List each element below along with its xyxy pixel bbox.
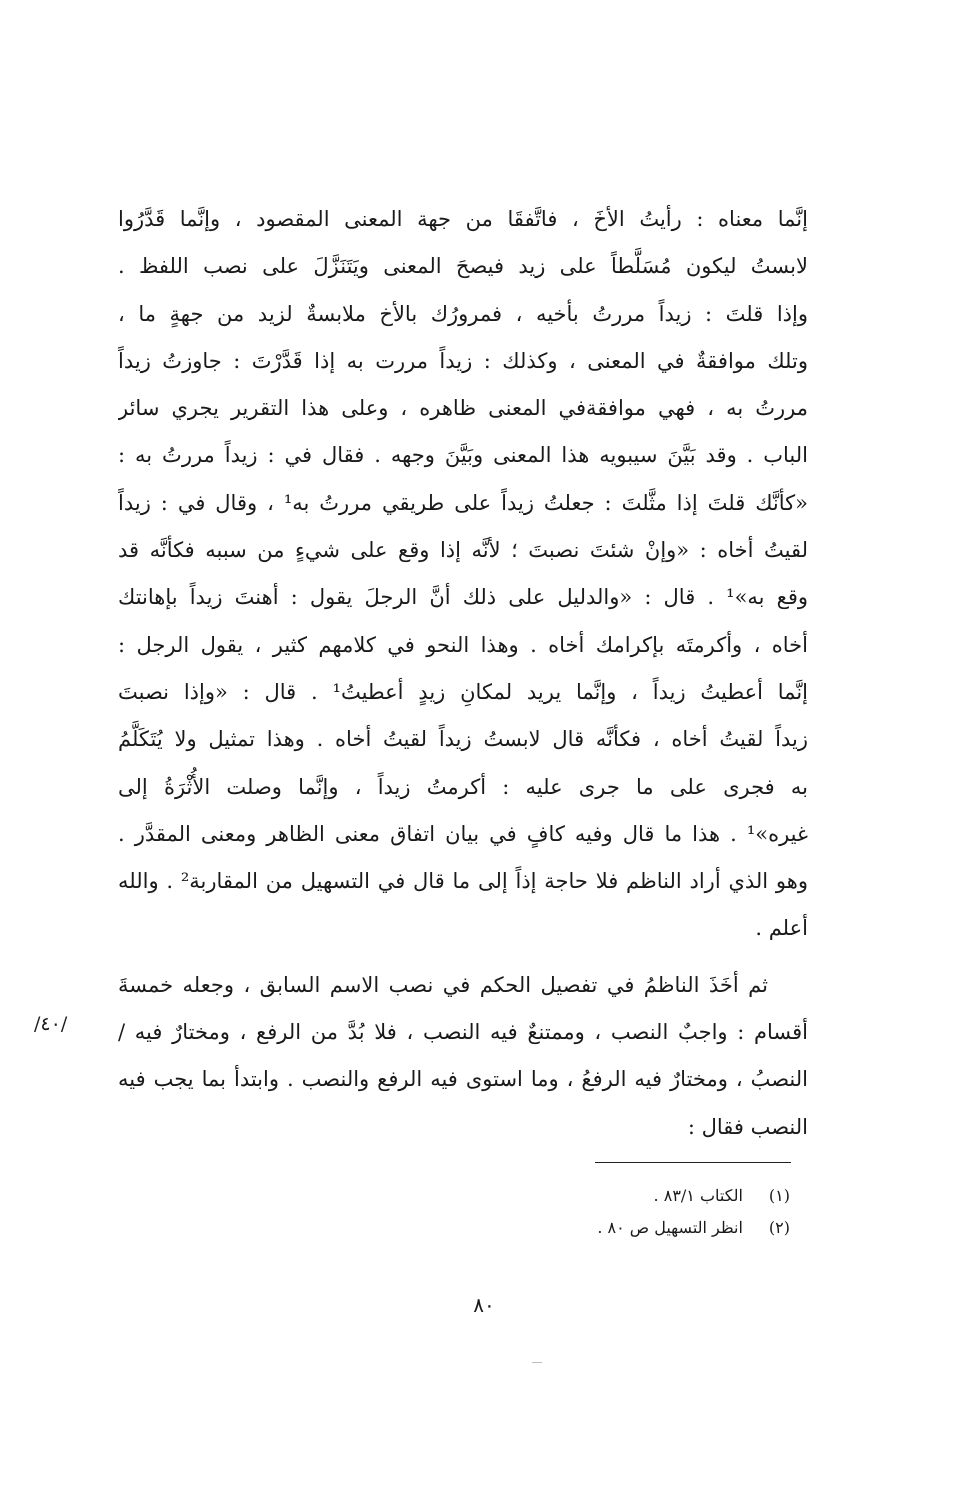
text-line: غيره»¹ . هذا ما قال وفيه كافٍ في بيان اتفاق معنى الظاهر ومعنى المقدَّر . [118, 821, 808, 846]
text-line: وقع به»¹ . قال : «والدليل على ذلك أنَّ الرجلَ يقول : أهنتَ زيداً بإهانتك [118, 585, 808, 610]
text-line: وتلك موافقةٌ في المعنى ، وكذلك : زيداً مررت به إذا قَدَّرْتَ : جاوزتُ زيداً [118, 348, 808, 373]
text-line: أخاه ، وأكرمتَه بإكرامك أخاه . وهذا النحو في كلامهم كثير ، يقول الرجل : [118, 632, 808, 657]
text-line: النصبُ ، ومختارٌ فيه الرفعُ ، وما استوى فيه الرفع والنصب . وابتدأ بما يجب فيه [118, 1067, 808, 1092]
text-line: «كأنَّك قلتَ إذا مثَّلتَ : جعلتُ زيداً على طريقي مررتُ به¹ ، وقال في : زيداً [118, 490, 808, 515]
text-line: لابستُ ليكون مُسَلَّطاً على زيد فيصحَ المعنى ويَتَنَزَّلَ على نصب اللفظ . [118, 254, 808, 279]
page-number: ٨٠ [473, 1293, 495, 1317]
text-line: وهو الذي أراد الناظم فلا حاجة إذاً إلى ما قال في التسهيل من المقاربة² . والله [118, 869, 808, 894]
footnotes [400, 1180, 790, 1244]
text-line: أقسام : واجبٌ النصب ، وممتنعٌ فيه النصب ، فلا بُدَّ من الرفع ، ومختارٌ فيه / [118, 1020, 808, 1045]
text-line: الباب . وقد بَيَّنَ سيبويه هذا المعنى وبَيَّنَ وجهه . فقال في : زيداً مررتُ به : [118, 443, 808, 468]
manuscript-folio-marker: /٤٠/ [34, 1013, 68, 1035]
footnote-separator [595, 1162, 791, 1163]
text-line: إنَّما أعطيتُ زيداً ، وإنَّما يريد لمكانِ زيدٍ أعطيتُ¹ . قال : «وإذا نصبتَ [118, 679, 808, 704]
scan-speck [532, 1362, 542, 1363]
footnote-item [400, 1180, 790, 1212]
footnote-number: (٢) [768, 1218, 790, 1237]
text-line: النصب فقال : [687, 1114, 808, 1139]
text-line: لقيتُ أخاه : «وإنْ شئتَ نصبتَ ؛ لأنَّه إذا وقع على شيءٍ من سببه فكأنَّه قد [118, 538, 808, 563]
text-line: إنَّما معناه : رأيتُ الأخَ ، فاتَّفقَا من جهة المعنى المقصود ، وإنَّما قَدَّرُوا [118, 207, 808, 231]
footnote-item [400, 1212, 790, 1244]
main-text [118, 196, 808, 1151]
text-line: زيداً لقيتُ أخاه ، فكأنَّه قال لابستُ زيداً لقيتُ أخاه . وهذا تمثيل ولا يُتَكَلَّمُ [118, 727, 808, 752]
text-line: ثم أخَذَ الناظمُ في تفصيل الحكم في نصب الاسم السابق ، وجعله خمسةَ [118, 972, 768, 997]
paragraph-gap [118, 953, 808, 962]
text-line: به فجرى على ما جرى عليه : أكرمتُ زيداً ، وإنَّما وصلت الأُثْرَةُ إلى [118, 774, 808, 799]
text-line: وإذا قلتَ : زيداً مررتُ بأخيه ، فمرورُك بالأخ ملابسةٌ لزيد من جهةٍ ما ، [118, 301, 808, 326]
footnote-text: انظر التسهيل ص ٨٠ . [597, 1218, 743, 1237]
footnote-text: الكتاب ٨٣/١ . [653, 1186, 743, 1205]
text-line: مررتُ به ، فهي موافقةفي المعنى ظاهره ، وعلى هذا التقرير يجري سائر [118, 396, 808, 421]
text-line: أعلم . [755, 916, 808, 941]
footnote-number: (١) [768, 1186, 790, 1205]
